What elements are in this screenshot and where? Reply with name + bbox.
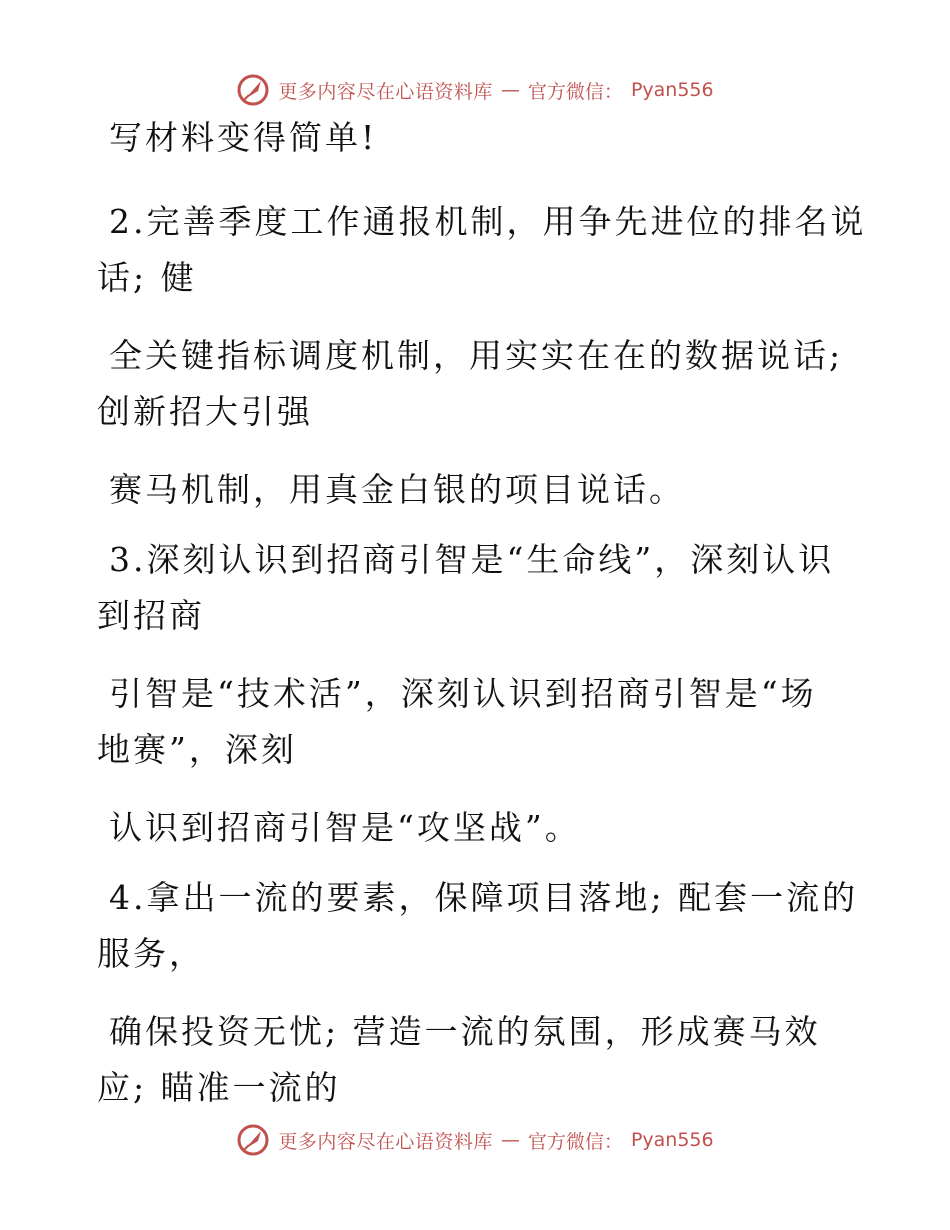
text-line: 地赛”，深刻 (97, 730, 297, 769)
watermark-separator: — (500, 79, 520, 101)
watermark-wechat-id: Pyan556 (630, 1129, 714, 1151)
text-line: 到招商 (97, 596, 205, 635)
text-line: 写材料变得简单! (109, 118, 378, 157)
watermark-wechat-id: Pyan556 (630, 79, 714, 101)
text-line: 服务， (97, 934, 205, 973)
watermark-sub-text: 官方微信： (527, 80, 623, 103)
quill-pen-icon (236, 1123, 270, 1157)
watermark-main-text: 更多内容尽在心语资料库 (278, 1130, 493, 1153)
watermark-separator: — (500, 1129, 520, 1151)
text-line: 话; 健 (97, 258, 197, 297)
text-line: 4.拿出一流的要素，保障项目落地; 配套一流的 (109, 878, 859, 917)
header-watermark (0, 70, 950, 110)
text-line: 3.深刻认识到招商引智是“生命线”，深刻认识 (109, 540, 835, 579)
footer-watermark (0, 1120, 950, 1160)
text-line: 认识到招商引智是“攻坚战”。 (109, 808, 581, 847)
text-line: 确保投资无忧; 营造一流的氛围，形成赛马效 (109, 1012, 821, 1051)
text-line: 应; 瞄准一流的 (97, 1068, 341, 1107)
watermark-main-text: 更多内容尽在心语资料库 (278, 80, 493, 103)
watermark-sub-text: 官方微信： (527, 1130, 623, 1153)
text-line: 创新招大引强 (97, 392, 313, 431)
text-line: 引智是“技术活”，深刻认识到招商引智是“场 (109, 674, 817, 713)
text-line: 2.完善季度工作通报机制，用争先进位的排名说 (109, 202, 867, 241)
text-line: 全关键指标调度机制，用实实在在的数据说话; (109, 336, 844, 375)
quill-pen-icon (236, 73, 270, 107)
text-line: 赛马机制，用真金白银的项目说话。 (109, 470, 685, 509)
